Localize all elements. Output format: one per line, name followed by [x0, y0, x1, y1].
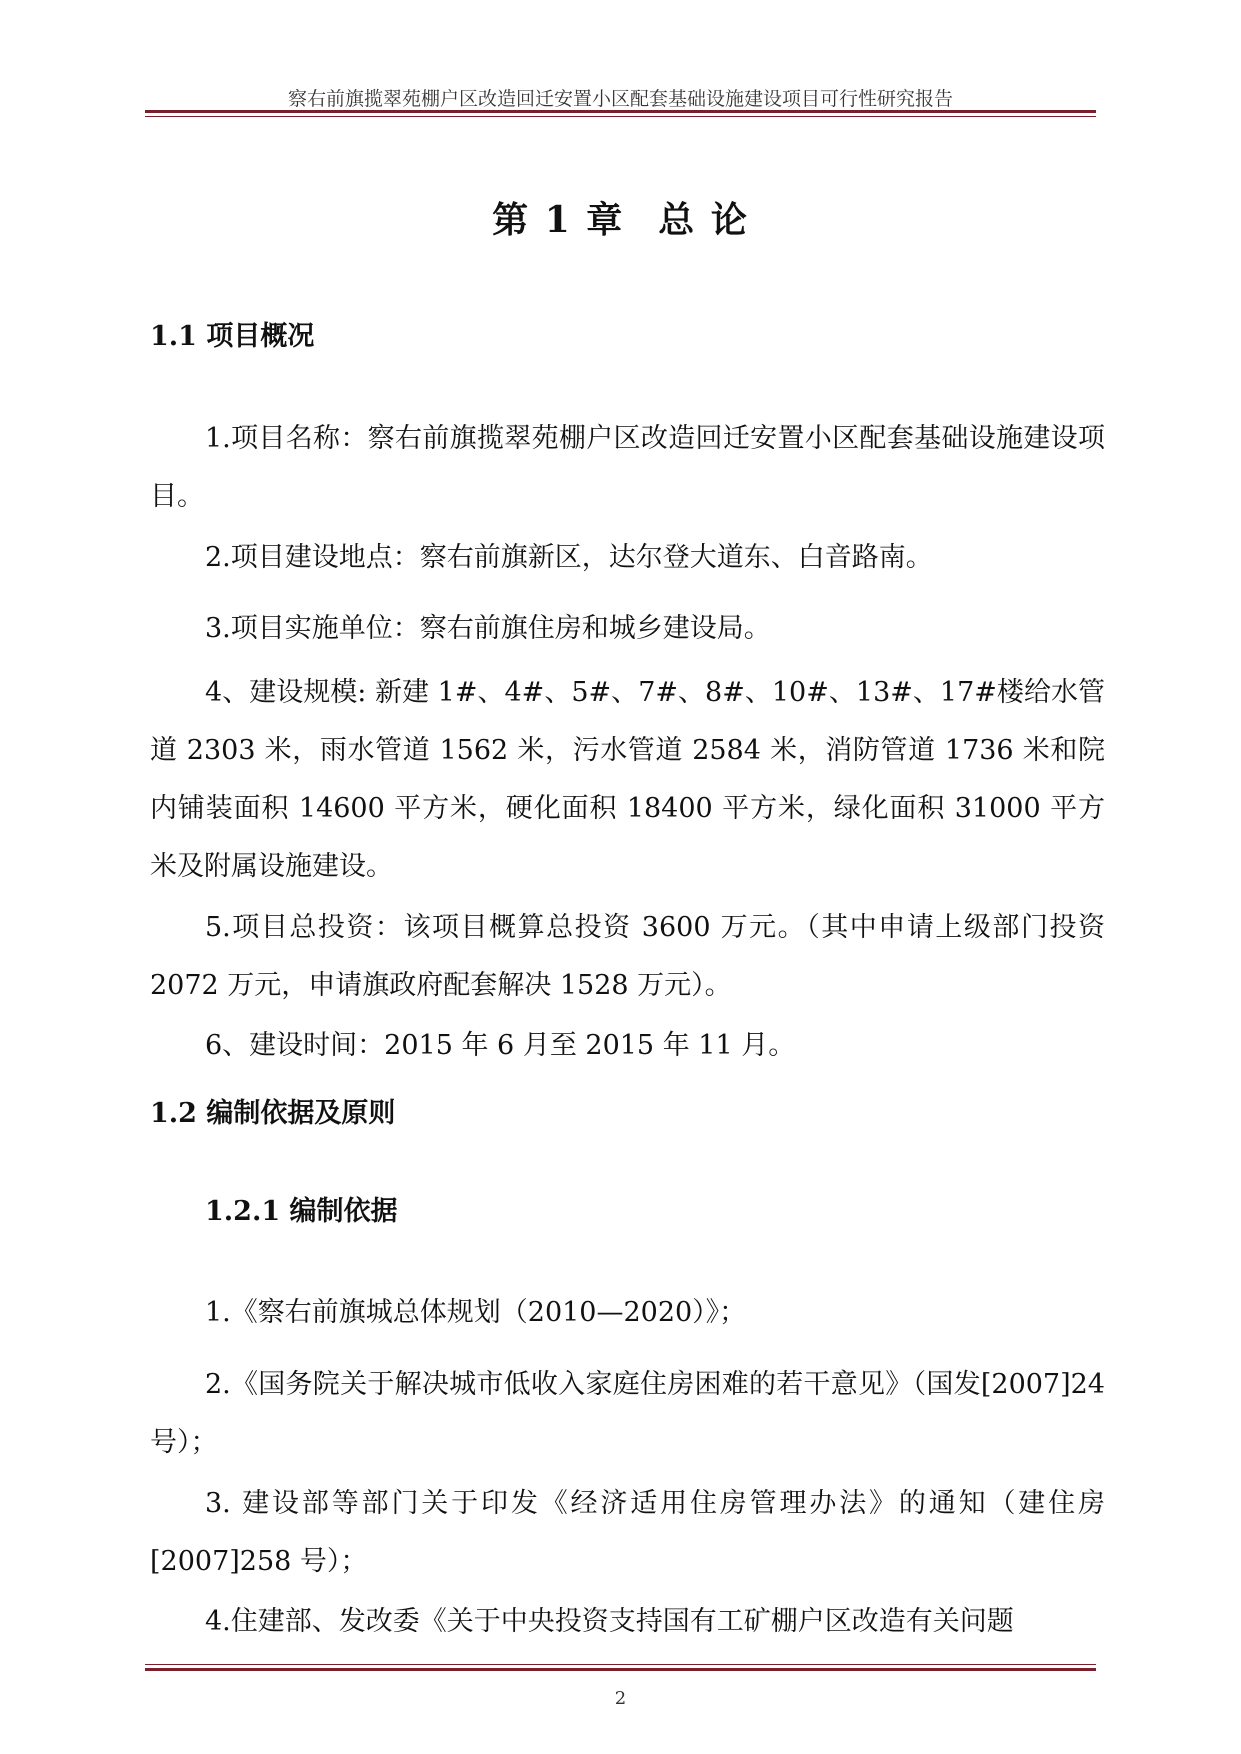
header-rule-thin: [145, 116, 1096, 117]
footer-rule-thick: [145, 1668, 1096, 1671]
header-rule-thick: [145, 110, 1096, 113]
subsection-heading-1-2-1: 1.2.1 编制依据: [205, 1196, 398, 1227]
chapter-number: 第 1 章: [492, 199, 625, 241]
header-title: 察右前旗揽翠苑棚户区改造回迁安置小区配套基础设施建设项目可行性研究报告: [287, 88, 953, 110]
paragraph-project-name: 1.项目名称：察右前旗揽翠苑棚户区改造回迁安置小区配套基础设施建设项目。: [150, 423, 1105, 512]
paragraph-construction-time: 6、建设时间：2015 年 6 月至 2015 年 11 月。: [205, 1030, 796, 1061]
paragraph-construction-scale: 4、建设规模: 新建 1#、4#、5#、7#、8#、10#、13#、17#楼给水管道 2303 米，雨水管道 1562 米，污水管道 2584 米，消防管道 1736 米和院内铺装面积 14600 平方米，硬化面积 18400 平方米，绿化面积 31000 平方米及附属设施建设。: [150, 677, 1105, 882]
basis-item: 4.住建部、发改委《关于中央投资支持国有工矿棚户区改造有关问题: [205, 1606, 1014, 1637]
section-heading-1-2: 1.2 编制依据及原则: [150, 1098, 396, 1129]
basis-item: 3. 建设部等部门关于印发《经济适用住房管理办法》的通知（建住房[2007]258 号）；: [150, 1488, 1105, 1577]
chapter-title: [145, 192, 1096, 243]
paragraph-total-investment: 5.项目总投资：该项目概算总投资 3600 万元。（其中申请上级部门投资 2072 万元，申请旗政府配套解决 1528 万元）。: [150, 912, 1105, 1001]
page-number: 2: [614, 1688, 627, 1709]
footer-rule-thin: [145, 1664, 1096, 1665]
basis-item: 1.《察右前旗城总体规划（2010—2020）》；: [205, 1297, 747, 1328]
section-heading-1-1: 1.1 项目概况: [150, 321, 315, 352]
paragraph-project-location: 2.项目建设地点：察右前旗新区，达尔登大道东、白音路南。: [205, 542, 933, 573]
basis-item: 2.《国务院关于解决城市低收入家庭住房困难的若干意见》（国发[2007]24 号）；: [150, 1369, 1105, 1458]
paragraph-implementing-unit: 3.项目实施单位：察右前旗住房和城乡建设局。: [205, 613, 771, 644]
chapter-name: 总 论: [658, 199, 749, 241]
